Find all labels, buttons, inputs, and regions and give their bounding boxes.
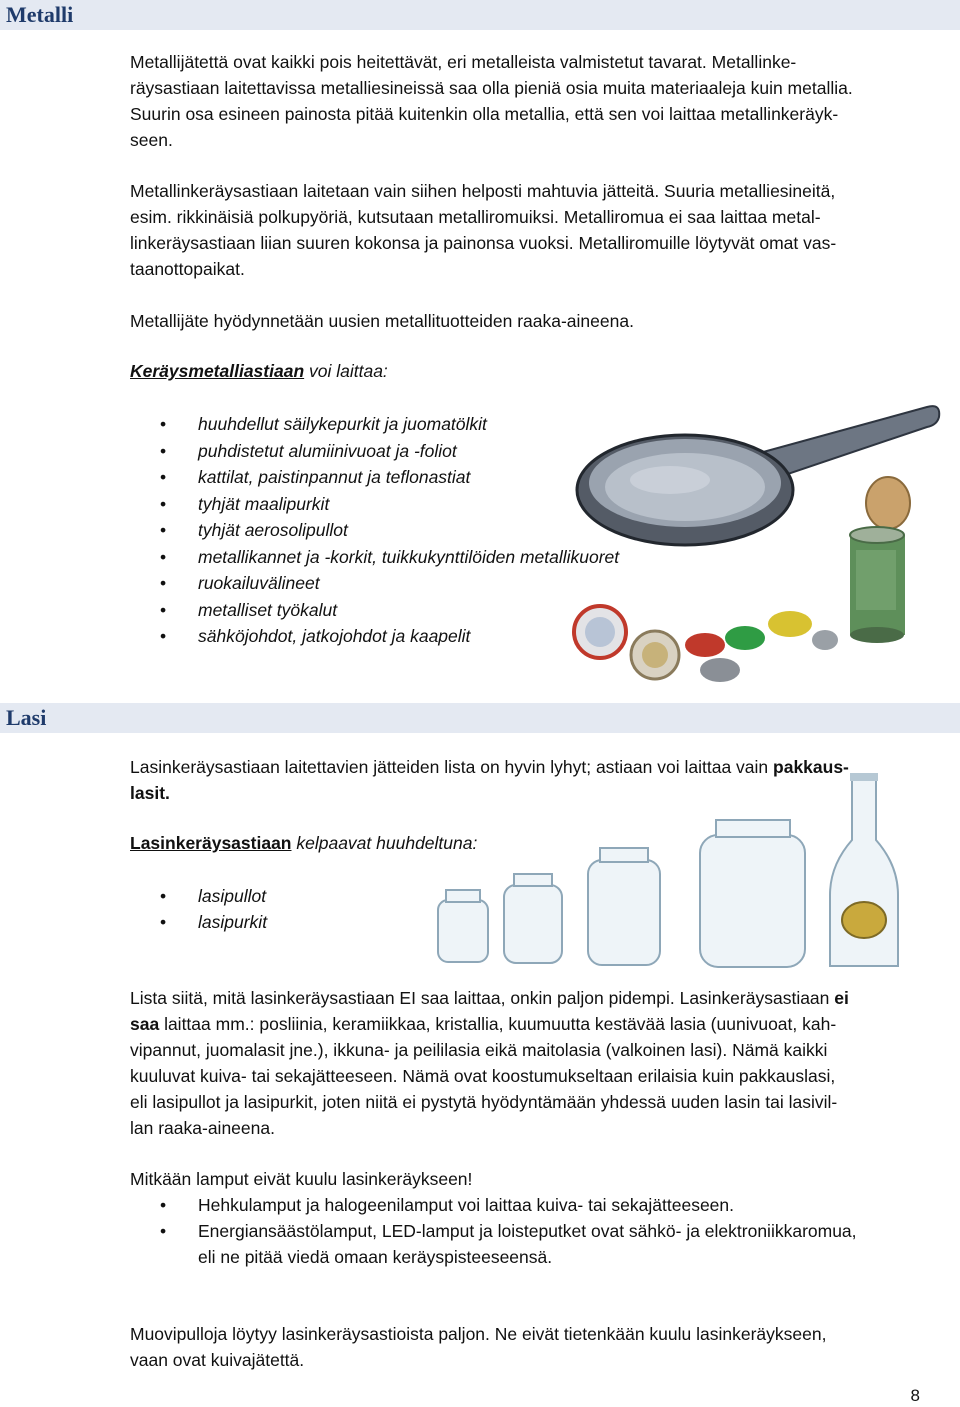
- glass-jars-illustration: [420, 770, 900, 980]
- paragraph-line: seen.: [130, 130, 173, 150]
- page-number: 8: [910, 1386, 920, 1405]
- paragraph-line: linkeräysastiaan liian suuren kokonsa ja painonsa vuoksi. Metalliromuille löytyvät omat vas-: [130, 233, 837, 253]
- list-item: • huuhdellut säilykepurkit ja juomatölkit: [160, 411, 449, 437]
- paragraph-line: kuuluvat kuiva- tai sekajätteeseen. Nämä ovat koostumukseltaan erilaisia kuin pakkauslasi,: [130, 1066, 836, 1086]
- paragraph-line: Metallijäte hyödynnetään uusien metallituotteiden raaka-aineena.: [130, 311, 634, 331]
- paragraph-line: Lista siitä, mitä lasinkeräysastiaan EI saa laittaa, onkin paljon pidempi. Lasinkeräysastiaan ei: [130, 988, 849, 1008]
- list-item: • tyhjät maalipurkit: [160, 491, 291, 517]
- list-item: • kattilat, paistinpannut ja teflonastiat: [160, 464, 432, 490]
- paragraph-line: vaan ovat kuivajätettä.: [130, 1350, 305, 1370]
- lamps-title: Mitkään lamput eivät kuulu lasinkeräykseen!: [130, 1169, 473, 1189]
- list-item: • metallikannet ja -korkit, tuikkukynttilöiden metallikuoret: [160, 544, 581, 570]
- list-intro-bold: Keräysmetalliastiaan: [130, 361, 305, 381]
- bottle-caps-illustration: [570, 600, 840, 690]
- paragraph-line: räysastiaan laitettavissa metalliesineissä saa olla pieniä osia muita materiaaleja kuin metallia.: [130, 78, 853, 98]
- list-item: • Hehkulamput ja halogeenilamput voi laittaa kuiva- tai sekajätteeseen.: [160, 1192, 696, 1218]
- list-item-continuation: eli ne pitää viedä omaan keräyspisteeseensä.: [198, 1247, 553, 1267]
- list-item: • metalliset työkalut: [160, 597, 299, 623]
- paragraph-line: Muovipulloja löytyy lasinkeräysastioista paljon. Ne eivät tietenkään kuulu lasinkeräykseen,: [130, 1324, 827, 1344]
- list-item: • ruokailuvälineet: [160, 570, 282, 596]
- paragraph-line: Lasinkeräysastiaan laitettavien jätteiden lista on hyvin lyhyt; astiaan voi laittaa vain pakkaus-: [130, 757, 849, 777]
- list-item: • Energiansäästölamput, LED-lamput ja loisteputket ovat sähkö- ja elektroniikkaromua,: [160, 1218, 819, 1244]
- list-item: • tyhjät aerosolipullot: [160, 517, 310, 543]
- paragraph-line: taanottopaikat.: [130, 259, 245, 279]
- list-item: • puhdistetut alumiinivuoat ja -foliot: [160, 438, 419, 464]
- paragraph-line: saa laittaa mm.: posliinia, keramiikkaa, kristallia, kuumuutta kestävää lasia (uunivuoat, kah-: [130, 1014, 837, 1034]
- section-band-lasi: [0, 703, 960, 733]
- section-band-metalli: [0, 0, 960, 30]
- list-item: • sähköjohdot, jatkojohdot ja kaapelit: [160, 623, 432, 649]
- list-intro-rest: voi laittaa:: [304, 361, 388, 381]
- section-heading-lasi: Lasi: [6, 705, 47, 730]
- paragraph-line: Metallijätettä ovat kaikki pois heitettävät, eri metalleista valmistetut tavarat. Metallinke-: [130, 52, 797, 72]
- tin-can-illustration: [840, 475, 915, 650]
- paragraph-line: lasit.: [130, 783, 170, 803]
- list-item: • lasipullot: [160, 883, 228, 909]
- list-intro-metalli: [130, 358, 388, 384]
- paragraph-line: lan raaka-aineena.: [130, 1118, 275, 1138]
- paragraph-line: eli lasipullot ja lasipurkit, joten niitä ei pystytä hyödyntämään yhdessä uuden lasin tai lasivil-: [130, 1092, 838, 1112]
- paragraph-line: esim. rikkinäisiä polkupyöriä, kutsutaan metalliromuiksi. Metalliromua ei saa laittaa metal-: [130, 207, 821, 227]
- paragraph-line: vipannut, juomalasit jne.), ikkuna- ja peililasia eikä maitolasia (valkoinen lasi). Nämä kaikki: [130, 1040, 828, 1060]
- paragraph-line: Metallinkeräysastiaan laitetaan vain siihen helposti mahtuvia jätteitä. Suuria metalliesineitä,: [130, 181, 836, 201]
- paragraph-line: Suurin osa esineen painosta pitää kuitenkin olla metallia, että sen voi laittaa metallinkeräyk-: [130, 104, 839, 124]
- section-heading-metalli: Metalli: [6, 2, 74, 27]
- list-intro-lasi: Lasinkeräysastiaan kelpaavat huuhdeltuna:: [130, 833, 478, 853]
- list-item: • lasipurkit: [160, 909, 229, 935]
